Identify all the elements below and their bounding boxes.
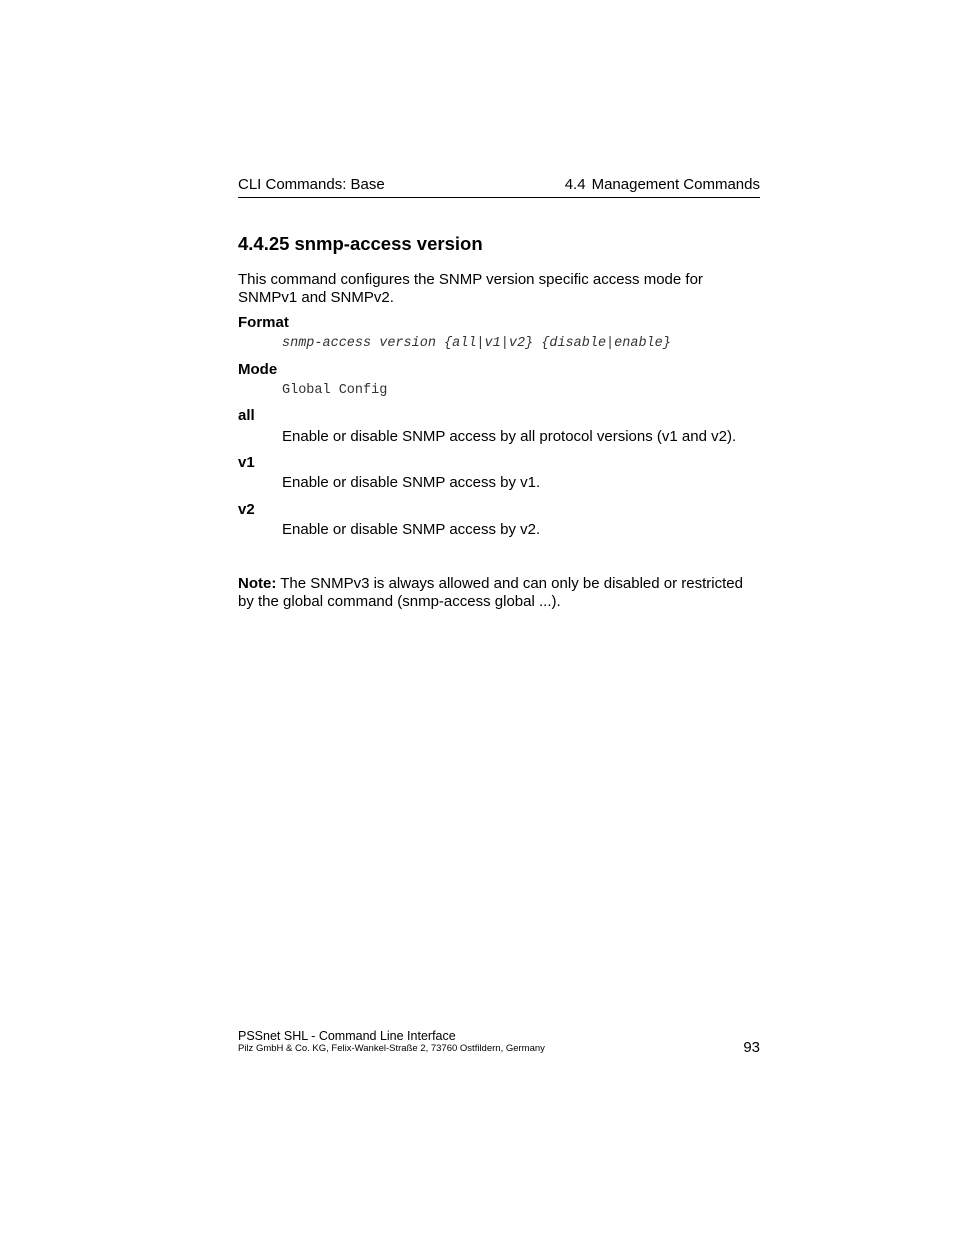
running-header — [238, 174, 760, 198]
header-chapter: CLI Commands: Base — [238, 176, 385, 193]
param-description-all: Enable or disable SNMP access by all protocol versions (v1 and v2). — [282, 428, 737, 445]
note-paragraph — [238, 575, 760, 611]
format-label: Format — [238, 314, 289, 331]
param-term-all: all — [238, 407, 255, 424]
param-term-v1: v1 — [238, 454, 255, 471]
param-description-v2: Enable or disable SNMP access by v2. — [282, 521, 541, 538]
footer-document-title: PSSnet SHL - Command Line Interface — [238, 1029, 456, 1043]
param-term-v2: v2 — [238, 501, 255, 518]
section-heading — [238, 232, 483, 256]
param-description-v1: Enable or disable SNMP access by v1. — [282, 474, 541, 491]
note-label: Note: — [238, 575, 277, 592]
footer-address: Pilz GmbH & Co. KG, Felix-Wankel-Straße 2, 73760 Ostfildern, Germany — [238, 1043, 545, 1054]
header-section-number: 4.4 — [564, 176, 586, 193]
page-number: 93 — [743, 1039, 760, 1056]
section-title: snmp-access version — [294, 233, 483, 254]
header-section — [565, 174, 760, 195]
mode-label: Mode — [238, 361, 278, 378]
mode-value: Global Config — [282, 383, 388, 398]
header-section-title: Management Commands — [591, 176, 760, 193]
section-number: 4.4.25 — [238, 233, 290, 254]
document-page — [238, 0, 760, 1235]
intro-paragraph: This command configures the SNMP version specific access mode for SNMPv1 and SNMPv2. — [238, 271, 703, 306]
format-syntax: snmp-access version {all|v1|v2} {disable|enable} — [282, 336, 671, 351]
note-text: The SNMPv3 is always allowed and can only be disabled or restricted by the global command (snmp-access global ...). — [238, 575, 743, 610]
